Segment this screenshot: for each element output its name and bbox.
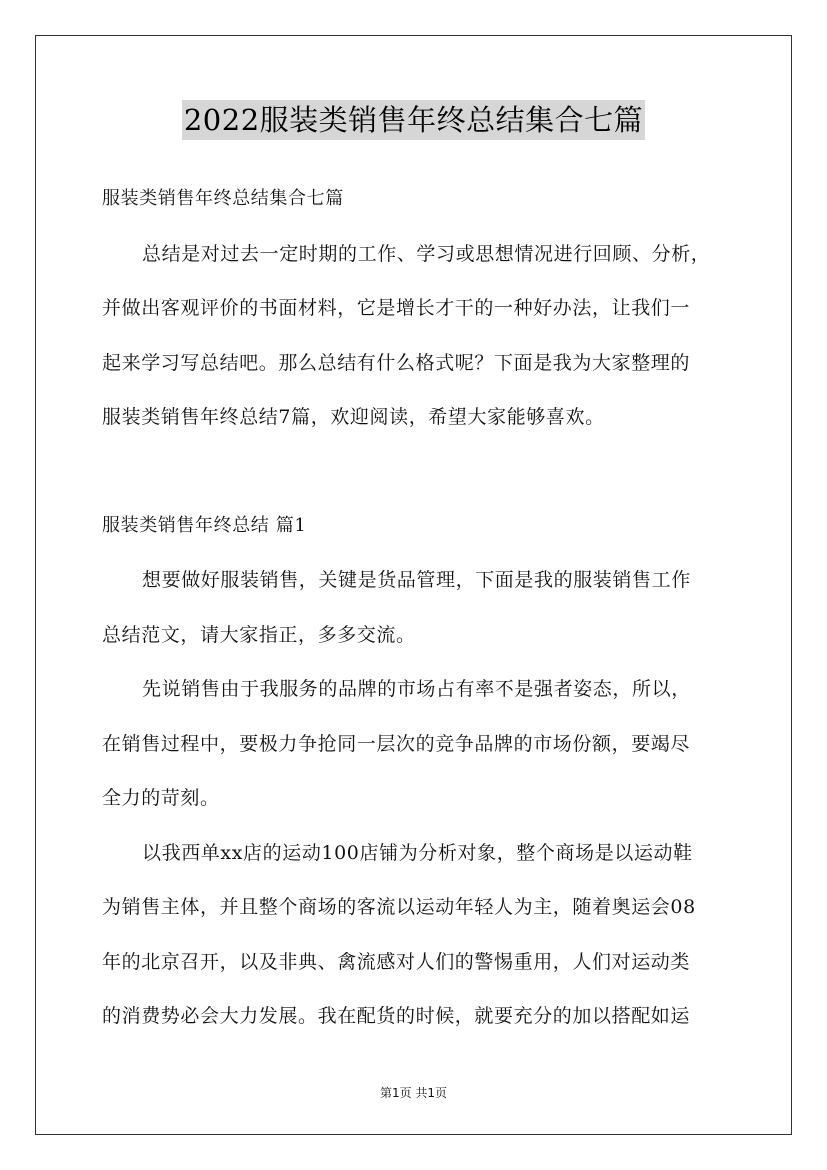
paragraph-line: 的消费势必会大力发展。我在配货的时候，就要充分的加以搭配如运 — [102, 1005, 691, 1027]
intro-line: 服装类销售年终总结7篇，欢迎阅读，希望大家能够喜欢。 — [102, 406, 605, 428]
intro-line: 并做出客观评价的书面材料，它是增长才干的一种好办法，让我们一 — [102, 297, 691, 319]
paragraph-line: 年的北京召开，以及非典、禽流感对人们的警惕重用，人们对运动类 — [102, 950, 691, 973]
page-footer: 第1页 共1页 — [379, 1086, 448, 1100]
paragraph-line: 为销售主体，并且整个商场的客流以运动年轻人为主，随着奥运会08 — [102, 896, 696, 918]
paragraph-line: 全力的苛刻。 — [102, 787, 220, 809]
section-heading: 服装类销售年终总结 篇1 — [102, 514, 307, 536]
document-body — [102, 172, 727, 1044]
paragraph-gap — [102, 445, 727, 499]
document-subtitle: 服装类销售年终总结集合七篇 — [102, 188, 344, 209]
paragraph-line: 以我西单xx店的运动100店铺为分析对象，整个商场是以运动鞋 — [142, 841, 693, 864]
intro-line: 起来学习写总结吧。那么总结有什么格式呢？下面是我为大家整理的 — [102, 351, 691, 374]
paragraph-line: 总结范文，请大家指正，多多交流。 — [102, 623, 416, 646]
document-title: 2022服装类销售年终总结集合七篇 — [182, 100, 645, 140]
paragraph-line: 先说销售由于我服务的品牌的市场占有率不是强者姿态，所以， — [142, 678, 691, 700]
title-container — [0, 100, 827, 140]
paragraph-line: 想要做好服装销售，关键是货品管理，下面是我的服装销售工作 — [142, 569, 691, 591]
paragraph-line: 在销售过程中，要极力争抢同一层次的竞争品牌的市场份额，要竭尽 — [102, 732, 691, 755]
intro-line: 总结是对过去一定时期的工作、学习或思想情况进行回顾、分析， — [142, 242, 711, 265]
